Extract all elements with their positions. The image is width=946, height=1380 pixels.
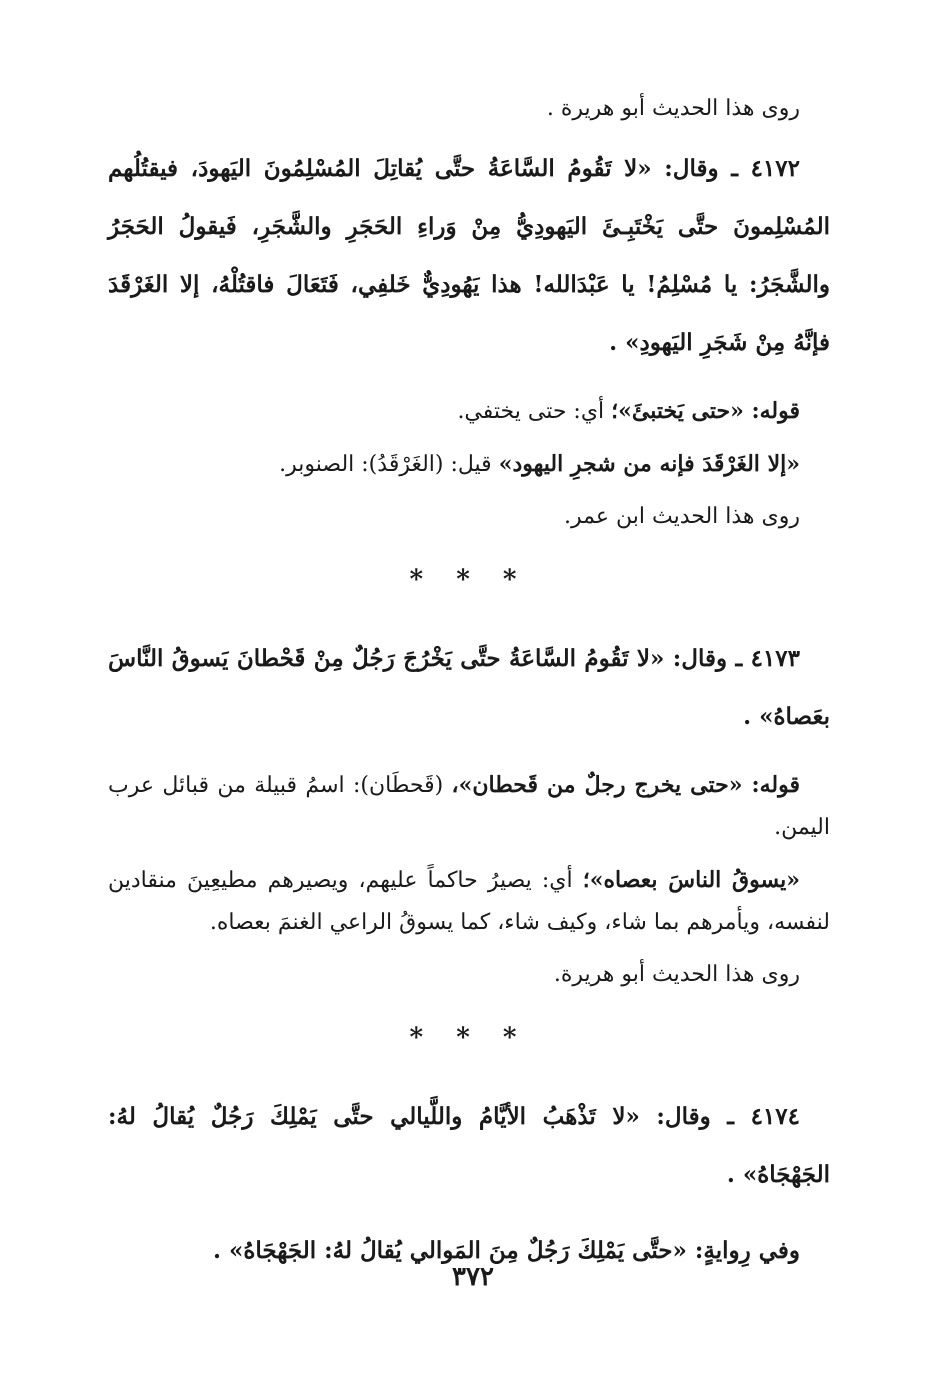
commentary-explanation: أي: يصيرُ حاكماً عليهم، ويصيرهم مطيعِينَ منقادين لنفسه، ويأمرهم بما شاء، وكيف شاء، كما يسوقُ الراعي الغنمَ بعصاه.	[108, 868, 830, 935]
commentary-explanation: قيل: (الغَرْقَدُ): الصنوبر.	[279, 452, 499, 477]
commentary-explanation: أي: حتى يختفي.	[457, 399, 612, 424]
page-number: ٣٧٢	[452, 1262, 494, 1292]
hadith-4172: ٤١٧٢ ـ وقال: «لا تَقُومُ السَّاعَةُ حتَّى يُقاتِلَ المُسْلِمُونَ اليَهودَ، فيقتُلُهم المُسْلِمونَ حتَّى يَخْتَبِـئَ اليَهودِيُّ مِنْ وَراءِ الحَجَرِ والشَّجَرِ، فَيقولُ الحَجَرُ والشَّجَرُ: يا مُسْلِمُ! يا عَبْدَالله! هذا يَهُودِيٌّ خَلفِي، فَتَعَالَ فاقتُلْهُ، إلا الغَرْقَدَ فإنَّهُ مِنْ شَجَرِ اليَهودِ» .	[108, 155, 830, 356]
commentary-quote: «يسوقُ الناسَ بعصاه»؛	[582, 867, 800, 893]
section-separator: * * *	[409, 1023, 529, 1053]
commentary-explanation: (قَحطَان): اسمُ قبيلة من قبائل عرب اليمن.	[108, 773, 830, 840]
commentary-quote: قوله: «حتى يخرج رجلٌ من قَحطان»،	[451, 772, 800, 798]
commentary-quote: قوله: «حتى يَختبئَ»؛	[611, 398, 800, 424]
commentary-4172-2	[108, 443, 830, 486]
hadith-4174: ٤١٧٤ ـ وقال: «لا تَذْهَبُ الأيَّامُ واللَّيالي حتَّى يَمْلِكَ رَجُلٌ يُقالُ لهُ: الجَهْجَاهُ» .	[108, 1103, 830, 1188]
alternate-narration: وفي رِوايةٍ: «حتَّى يَمْلِكَ رَجُلٌ مِنَ المَوالي يُقالُ لهُ: الجَهْجَاهُ» .	[212, 1237, 800, 1264]
hadith-4173: ٤١٧٣ ـ وقال: «لا تَقُومُ السَّاعَةُ حتَّى يَخْرُجَ رَجُلٌ مِنْ قَحْطانَ يَسوقُ النَّاسَ بعَصاهُ» .	[108, 645, 830, 730]
section-separator: * * *	[409, 565, 529, 595]
narrator-note-4173: روى هذا الحديث أبو هريرة.	[553, 962, 800, 987]
commentary-4173-2	[108, 859, 830, 944]
narrator-note-top: روى هذا الحديث أبو هريرة .	[546, 96, 800, 121]
narrator-note-4172: روى هذا الحديث ابن عمر.	[564, 504, 800, 529]
commentary-quote: «إلا الغَرْقَدَ فإنه من شجرِ اليهود»	[498, 451, 800, 477]
commentary-4172-1	[108, 390, 830, 433]
book-page	[108, 88, 830, 1298]
commentary-4173-1	[108, 764, 830, 849]
